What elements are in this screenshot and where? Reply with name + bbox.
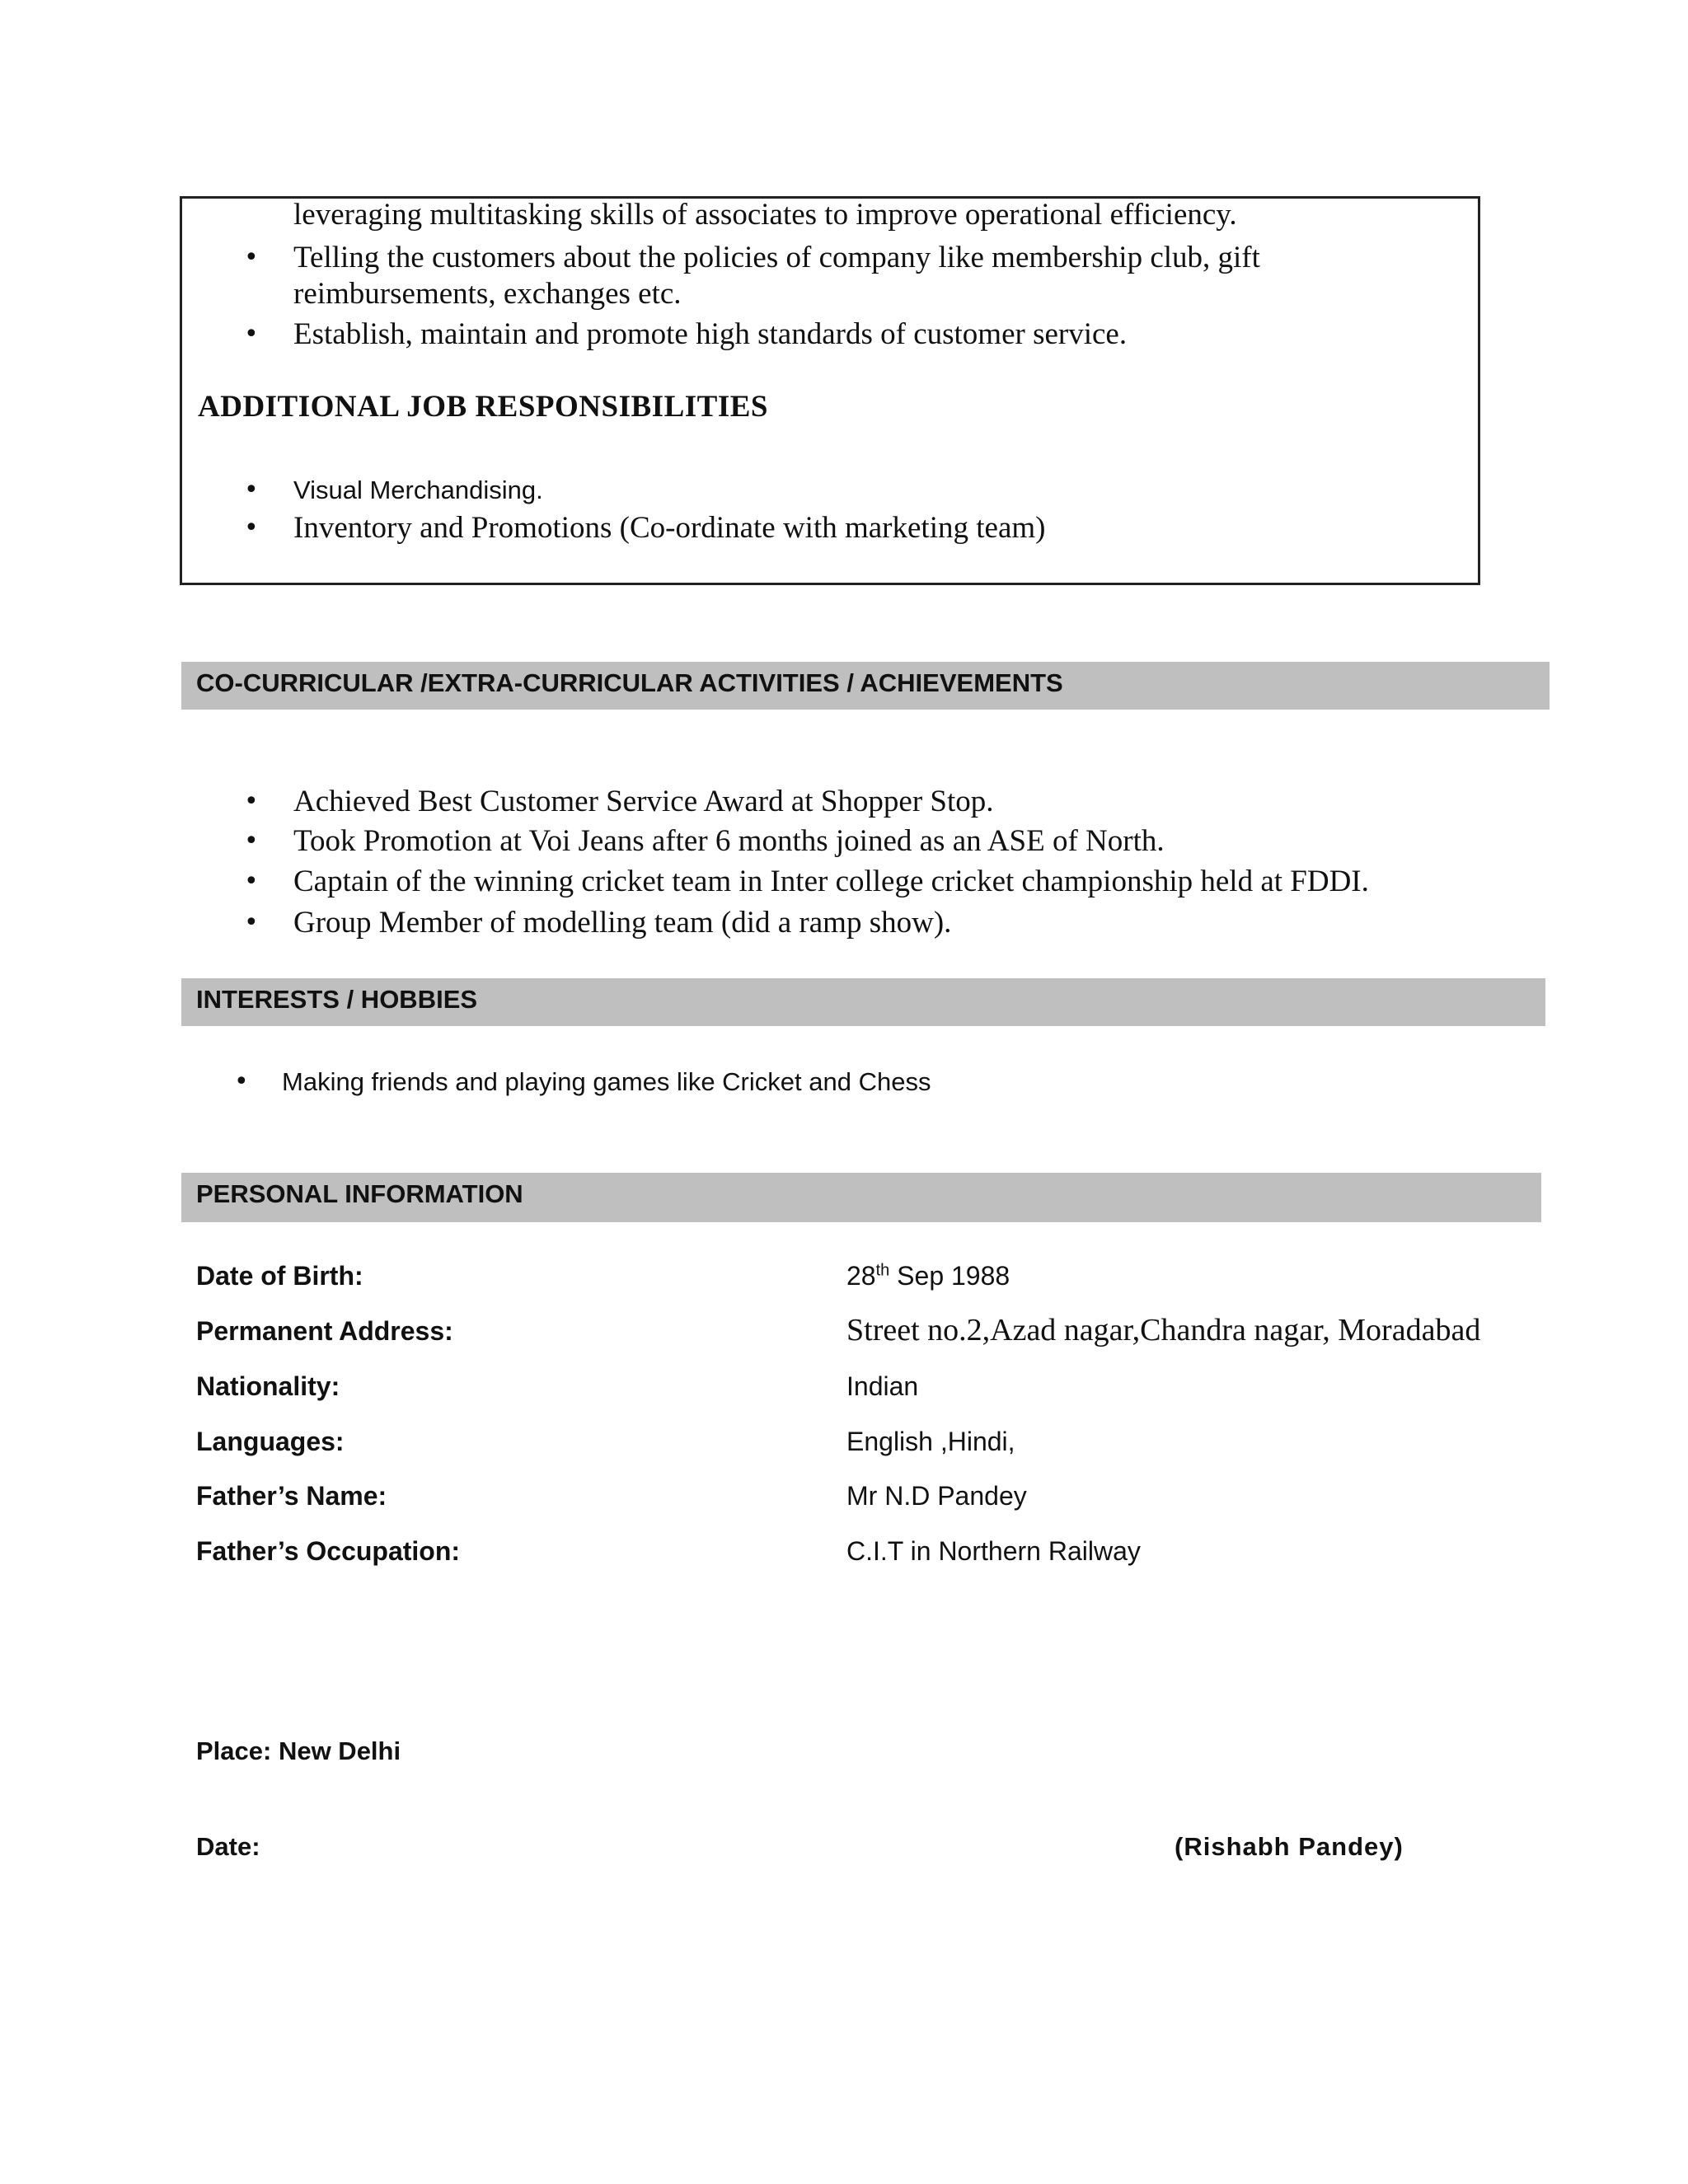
father-occupation-label: Father’s Occupation: bbox=[196, 1536, 461, 1566]
personal-heading: PERSONAL INFORMATION bbox=[196, 1179, 523, 1208]
address-value: Street no.2,Azad nagar,Chandra nagar, Moradabad bbox=[846, 1313, 1481, 1347]
address-label: Permanent Address: bbox=[196, 1316, 453, 1346]
dob-value: 28th Sep 1988 bbox=[846, 1261, 1010, 1291]
continued-line: leveraging multitasking skills of associates to improve operational efficiency. bbox=[293, 198, 1237, 232]
languages-value: English ,Hindi, bbox=[846, 1427, 1015, 1456]
activity-item-4: Group Member of modelling team (did a ramp show). bbox=[293, 906, 952, 940]
activity-item-1: Achieved Best Customer Service Award at Shopper Stop. bbox=[293, 785, 994, 818]
bullet-icon: • bbox=[244, 908, 259, 937]
bullet-icon: • bbox=[244, 243, 259, 272]
nationality-value: Indian bbox=[846, 1371, 919, 1401]
activity-item-3: Captain of the winning cricket team in Inter college cricket championship held at FDDI. bbox=[293, 865, 1369, 898]
bullet-icon: • bbox=[244, 787, 259, 816]
bullet-icon: • bbox=[244, 513, 259, 542]
father-name-label: Father’s Name: bbox=[196, 1481, 387, 1511]
place-line: Place: New Delhi bbox=[196, 1736, 401, 1765]
father-occupation-value: C.I.T in Northern Railway bbox=[846, 1536, 1141, 1566]
father-name-value: Mr N.D Pandey bbox=[846, 1481, 1027, 1511]
nationality-label: Nationality: bbox=[196, 1371, 340, 1401]
job-bullet-1-line1: Telling the customers about the policies of company like membership club, gift bbox=[293, 241, 1260, 274]
personal-section-header bbox=[181, 1173, 1541, 1222]
hobbies-section-header bbox=[181, 978, 1545, 1026]
additional-responsibilities-heading: ADDITIONAL JOB RESPONSIBILITIES bbox=[198, 390, 768, 424]
activity-item-2: Took Promotion at Voi Jeans after 6 months joined as an ASE of North. bbox=[293, 824, 1165, 858]
bullet-icon: • bbox=[234, 1067, 249, 1096]
dob-label: Date of Birth: bbox=[196, 1261, 363, 1291]
job-bullet-1-line2: reimbursements, exchanges etc. bbox=[293, 277, 682, 311]
date-line: Date: bbox=[196, 1832, 260, 1861]
bullet-icon: • bbox=[244, 867, 259, 896]
additional-item-2: Inventory and Promotions (Co-ordinate with marketing team) bbox=[293, 511, 1046, 545]
activities-section-header bbox=[181, 662, 1550, 710]
activities-heading: CO-CURRICULAR /EXTRA-CURRICULAR ACTIVITIES / ACHIEVEMENTS bbox=[196, 668, 1063, 697]
hobby-item-1: Making friends and playing games like Cricket and Chess bbox=[282, 1067, 931, 1096]
bullet-icon: • bbox=[244, 320, 259, 349]
languages-label: Languages: bbox=[196, 1427, 345, 1456]
bullet-icon: • bbox=[244, 476, 259, 504]
job-bullet-2: Establish, maintain and promote high standards of customer service. bbox=[293, 317, 1128, 351]
hobbies-heading: INTERESTS / HOBBIES bbox=[196, 985, 478, 1014]
signature-name: (Rishabh Pandey) bbox=[1175, 1832, 1404, 1861]
bullet-icon: • bbox=[244, 827, 259, 855]
additional-item-1: Visual Merchandising. bbox=[293, 476, 543, 504]
